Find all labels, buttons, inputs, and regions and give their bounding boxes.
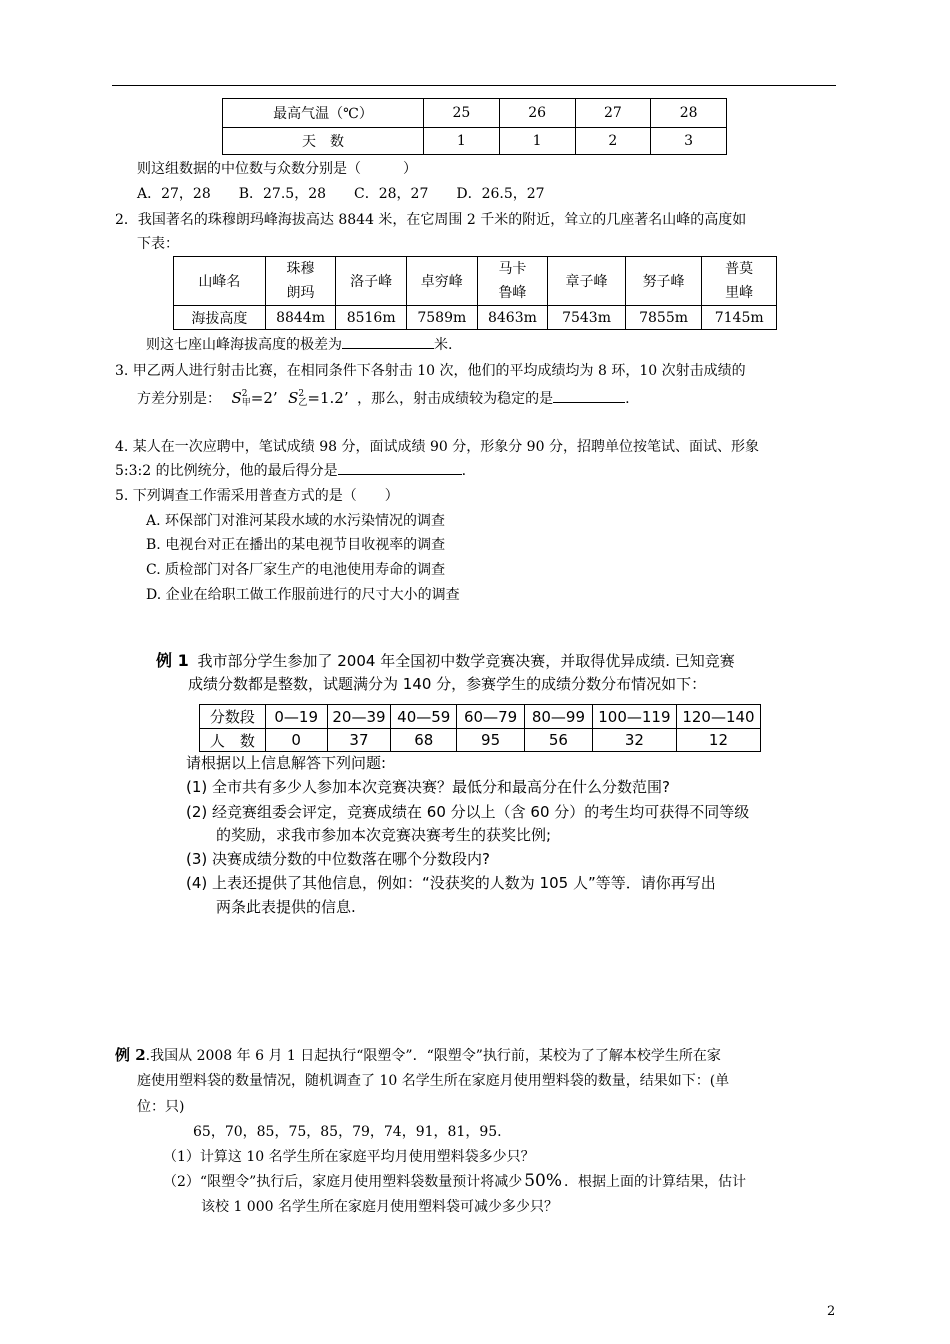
q5-option-b: B. 电视台对正在播出的某电视节目收视率的调查	[146, 537, 446, 553]
ex2-sub2-text: （2）“限塑令”执行后，家庭月使用塑料袋数量预计将减少	[163, 1174, 523, 1190]
table-cell: 章子峰	[548, 257, 626, 306]
answer-blank	[553, 388, 625, 403]
ex2-sub2	[163, 1171, 746, 1191]
table-cell: 珠穆 朗玛	[265, 257, 336, 306]
table-cell: 100—119	[592, 705, 676, 729]
table-cell: 0—19	[265, 705, 327, 729]
q3-end: .	[625, 391, 630, 407]
q5-option-d: D. 企业在给职工做工作服前进行的尺寸大小的调查	[146, 587, 460, 603]
ex1-item-4-cont: 两条此表提供的信息.	[216, 898, 356, 916]
table-cell: 56	[525, 729, 593, 752]
table-row	[200, 705, 761, 729]
table-cell: 8463m	[477, 306, 548, 330]
table-cell: 40—59	[391, 705, 457, 729]
table-cell: 人 数	[200, 729, 266, 752]
table-row	[223, 128, 727, 155]
table-cell: 分数段	[200, 705, 266, 729]
table-cell: 卓穷峰	[406, 257, 477, 306]
table-row	[174, 306, 777, 330]
variance-formula-2: S 2 乙 =1.2	[288, 389, 344, 408]
table-cell: 7589m	[406, 306, 477, 330]
table-cell: 天 数	[223, 128, 424, 155]
q4-line1: 4. 某人在一次应聘中，笔试成绩 98 分，面试成绩 90 分，形象分 90 分，招聘单位按笔试、面试、形象	[115, 439, 759, 455]
table-cell: 1	[424, 128, 500, 155]
answer-blank	[338, 460, 462, 475]
header-rule	[112, 85, 836, 86]
q2-line2: 下表：	[137, 236, 179, 252]
q4-line2	[115, 460, 466, 480]
table-cell: 山峰名	[174, 257, 266, 306]
q2-line1: 2．我国著名的珠穆朗玛峰海拔高达 8844 米，在它周围 2 千米的附近，耸立的几座著名山峰的高度如	[115, 212, 747, 228]
q4-end: .	[461, 463, 467, 479]
table-cell: 68	[391, 729, 457, 752]
ex1-item-1: (1) 全市共有多少人参加本次竞赛决赛？最低分和最高分在什么分数范围?	[186, 778, 670, 796]
table-cell: 洛子峰	[336, 257, 407, 306]
ex1-line2: 成绩分数都是整数，试题满分为 140 分，参赛学生的成绩分数分布情况如下：	[188, 675, 707, 693]
q3-line1: 3. 甲乙两人进行射击比赛，在相同条件下各射击 10 次，他们的平均成绩均为 8 环，10 次射击成绩的	[115, 363, 746, 379]
table-cell: 8844m	[265, 306, 336, 330]
table-cell: 7145m	[702, 306, 777, 330]
ex2-sub2-cont: 该校 1 000 名学生所在家庭月使用塑料袋可减少多少只？	[201, 1199, 558, 1215]
table-cell: 37	[327, 729, 391, 752]
q2-tail	[146, 334, 452, 354]
q3-prefix: 方差分别是：	[137, 391, 221, 407]
table-cell: 20—39	[327, 705, 391, 729]
table-row	[200, 729, 761, 752]
table-cell: 8516m	[336, 306, 407, 330]
ex1-item-2: (2) 经竞赛组委会评定，竞赛成绩在 60 分以上（含 60 分）的考生均可获得不同等级	[186, 803, 750, 821]
score-table	[199, 704, 761, 752]
ex2-text: .我国从 2008 年 6 月 1 日起执行“限塑令”．“限塑令”执行前，某校为了了解本校学生所在家	[145, 1048, 721, 1064]
ex1-label: 例 1	[156, 651, 189, 670]
page-number: 2	[827, 1304, 836, 1319]
table-cell: 普莫 里峰	[702, 257, 777, 306]
q1-options: A．27，28 B．27.5，28 C．28，27 D．26.5，27	[137, 186, 545, 202]
ex1-item-3: (3) 决赛成绩分数的中位数落在哪个分数段内?	[186, 850, 490, 868]
q5-stem: 5. 下列调查工作需采用普查方式的是（ ）	[115, 488, 399, 504]
q2-tail-unit: 米.	[434, 337, 453, 353]
ex1-prompt: 请根据以上信息解答下列问题:	[186, 754, 387, 772]
q3-line2: 方差分别是： S 2 甲 =2’ S 2 乙 =1.2’ ，那么，射击成绩较为稳定的是 .	[137, 389, 630, 408]
table-cell: 马卡 鲁峰	[477, 257, 548, 306]
table-cell: 2	[575, 128, 651, 155]
q4-text: 5:3:2 的比例统分，他的最后得分是	[115, 463, 338, 479]
q1-stem: 则这组数据的中位数与众数分别是（ ）	[137, 161, 417, 177]
ex2-label: 例 2	[115, 1046, 146, 1064]
answer-blank	[342, 334, 434, 349]
table-cell: 95	[457, 729, 525, 752]
table-cell: 27	[575, 99, 651, 128]
q2-tail-text: 则这七座山峰海拔高度的极差为	[146, 337, 342, 353]
ex2-sub2-tail: ．根据上面的计算结果，估计	[564, 1174, 747, 1190]
ex1-line1	[156, 648, 735, 671]
table-cell: 海拔高度	[174, 306, 266, 330]
table-cell: 25	[424, 99, 500, 128]
q5-option-c: C. 质检部门对各厂家生产的电池使用寿命的调查	[146, 562, 446, 578]
ex2-line1	[115, 1044, 721, 1065]
ex2-sub1: （1）计算这 10 名学生所在家庭平均月使用塑料袋多少只？	[163, 1149, 535, 1165]
variance-formula-1: S 2 甲 =2	[231, 389, 273, 408]
table-row	[223, 99, 727, 128]
ex1-item-4: (4) 上表还提供了其他信息，例如：“没获奖的人数为 105 人”等等．请你再写出	[186, 874, 716, 892]
table-cell: 80—99	[525, 705, 593, 729]
table-cell: 28	[651, 99, 727, 128]
table-cell: 努子峰	[625, 257, 702, 306]
mountain-table	[173, 256, 777, 330]
table-cell: 32	[592, 729, 676, 752]
ex2-line3: 位：只)	[137, 1099, 185, 1115]
table-cell: 60—79	[457, 705, 525, 729]
table-row	[174, 257, 777, 306]
temperature-table	[222, 98, 727, 155]
ex2-percent: 50%	[524, 1171, 563, 1191]
table-cell: 0	[265, 729, 327, 752]
table-cell: 最高气温（℃）	[223, 99, 424, 128]
q5-option-a: A. 环保部门对淮河某段水域的水污染情况的调查	[146, 513, 446, 529]
table-cell: 7543m	[548, 306, 626, 330]
table-cell: 12	[676, 729, 760, 752]
ex1-item-2-cont: 的奖励，求我市参加本次竞赛决赛考生的获奖比例;	[216, 826, 552, 844]
table-cell: 26	[499, 99, 575, 128]
ex2-line2: 庭使用塑料袋的数量情况，随机调查了 10 名学生所在家庭月使用塑料袋的数量，结果如下：(单	[137, 1073, 730, 1089]
table-cell: 1	[499, 128, 575, 155]
table-cell: 3	[651, 128, 727, 155]
table-cell: 120—140	[676, 705, 760, 729]
ex1-text: 我市部分学生参加了 2004 年全国初中数学竞赛决赛，并取得优异成绩. 已知竞赛	[197, 652, 735, 670]
ex2-data: 65，70，85，75，85，79，74，91，81，95.	[193, 1124, 502, 1140]
table-cell: 7855m	[625, 306, 702, 330]
q3-suffix: ，那么，射击成绩较为稳定的是	[357, 391, 554, 407]
